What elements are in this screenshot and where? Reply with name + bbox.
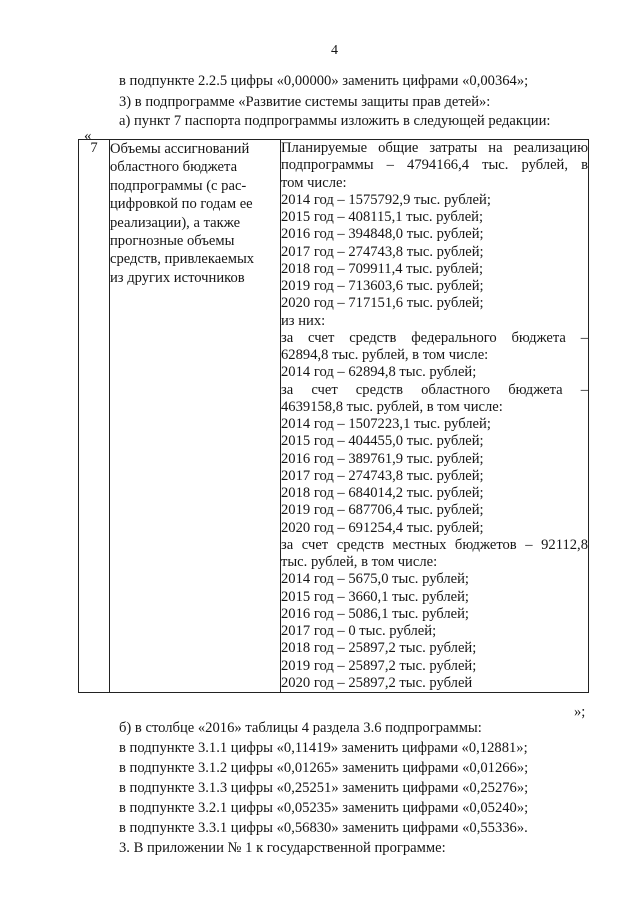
content-line: 2020 год – 691254,4 тыс. рублей; [281,519,484,536]
content-line: 2020 год – 25897,2 тыс. рублей [281,674,473,691]
description-line: цифровкой по годам ее [110,196,253,213]
content-line: 2015 год – 408115,1 тыс. рублей; [281,209,484,225]
content-line: тыс. рублей, в том числе: [281,554,438,570]
content-line: Планируемые общие затраты на реализацию [281,140,588,156]
outro-line: в подпункте 3.1.2 цифры «0,01265» заменить цифрами «0,01266»; [119,760,529,776]
table-row [79,140,589,693]
outro-line: в подпункте 3.2.1 цифры «0,05235» заменить цифрами «0,05240»; [119,800,529,816]
outro-line: 3. В приложении № 1 к государственной программе: [119,840,446,856]
content-line: 2016 год – 389761,9 тыс. рублей; [281,450,484,467]
content-line: 62894,8 тыс. рублей, в том числе: [281,347,489,363]
intro-line: а) пункт 7 паспорта подпрограммы изложить в следующей редакции: [119,113,551,129]
content-line: 2018 год – 684014,2 тыс. рублей; [281,485,484,501]
content-line: из них: [281,312,326,329]
content-line: 2015 год – 404455,0 тыс. рублей; [281,433,484,450]
content-line: 2014 год – 1507223,1 тыс. рублей; [281,416,491,432]
content-line: 2014 год – 62894,8 тыс. рублей; [281,364,477,381]
content-line: 2019 год – 713603,6 тыс. рублей; [281,278,484,294]
outro-line: в подпункте 3.1.3 цифры «0,25251» заменить цифрами «0,25276»; [119,780,529,796]
page-number: 4 [331,43,338,58]
content-line: 2020 год – 717151,6 тыс. рублей; [281,295,484,312]
description-line: подпрограммы (с рас- [110,177,247,194]
content-line: 2014 год – 1575792,9 тыс. рублей; [281,191,491,208]
content-line: том числе: [281,174,347,191]
content-line: 2018 год – 25897,2 тыс. рублей; [281,640,477,657]
content-line: 4639158,8 тыс. рублей, в том числе: [281,398,503,415]
content-line: 2018 год – 709911,4 тыс. рублей; [281,260,484,277]
content-line: подпрограммы – 4794166,4 тыс. рублей, в [281,157,588,174]
content-line: 2016 год – 394848,0 тыс. рублей; [281,226,484,243]
content-line: за счет средств областного бюджета – [281,381,588,398]
quote-close: »; [574,704,586,720]
description-line: реализации), а также [110,214,241,231]
item-number: 7 [79,140,110,693]
item-description [110,140,281,693]
content-line: за счет средств местных бюджетов – 92112,8 [281,536,588,553]
content-line: 2017 год – 0 тыс. рублей; [281,623,437,639]
content-line: 2019 год – 687706,4 тыс. рублей; [281,502,484,519]
description-line: из других источников [110,269,245,286]
outro-line: в подпункте 3.1.1 цифры «0,11419» заменить цифрами «0,12881»; [119,740,528,756]
quote-open: « [84,128,92,144]
content-line: 2015 год – 3660,1 тыс. рублей; [281,588,469,605]
description-line: средств, привлекаемых [110,251,255,268]
intro-line: 3) в подпрограмме «Развитие системы защиты прав детей»: [119,94,491,110]
content-line: 2014 год – 5675,0 тыс. рублей; [281,571,469,588]
outro-line: б) в столбце «2016» таблицы 4 раздела 3.6 подпрограммы: [119,720,482,736]
content-line: 2017 год – 274743,8 тыс. рублей; [281,243,484,260]
description-line: прогнозные объемы [110,233,235,250]
description-line: областного бюджета [110,159,238,176]
intro-line: в подпункте 2.2.5 цифры «0,00000» заменить цифрами «0,00364»; [119,73,529,89]
item-content [281,140,589,693]
content-line: за счет средств федерального бюджета – [281,329,588,346]
passport-table [78,139,589,693]
content-line: 2016 год – 5086,1 тыс. рублей; [281,605,469,622]
outro-line: в подпункте 3.3.1 цифры «0,56830» заменить цифрами «0,55336». [119,820,528,836]
content-line: 2019 год – 25897,2 тыс. рублей; [281,657,477,674]
content-line: 2017 год – 274743,8 тыс. рублей; [281,467,484,484]
description-line: Объемы ассигнований [110,141,250,157]
